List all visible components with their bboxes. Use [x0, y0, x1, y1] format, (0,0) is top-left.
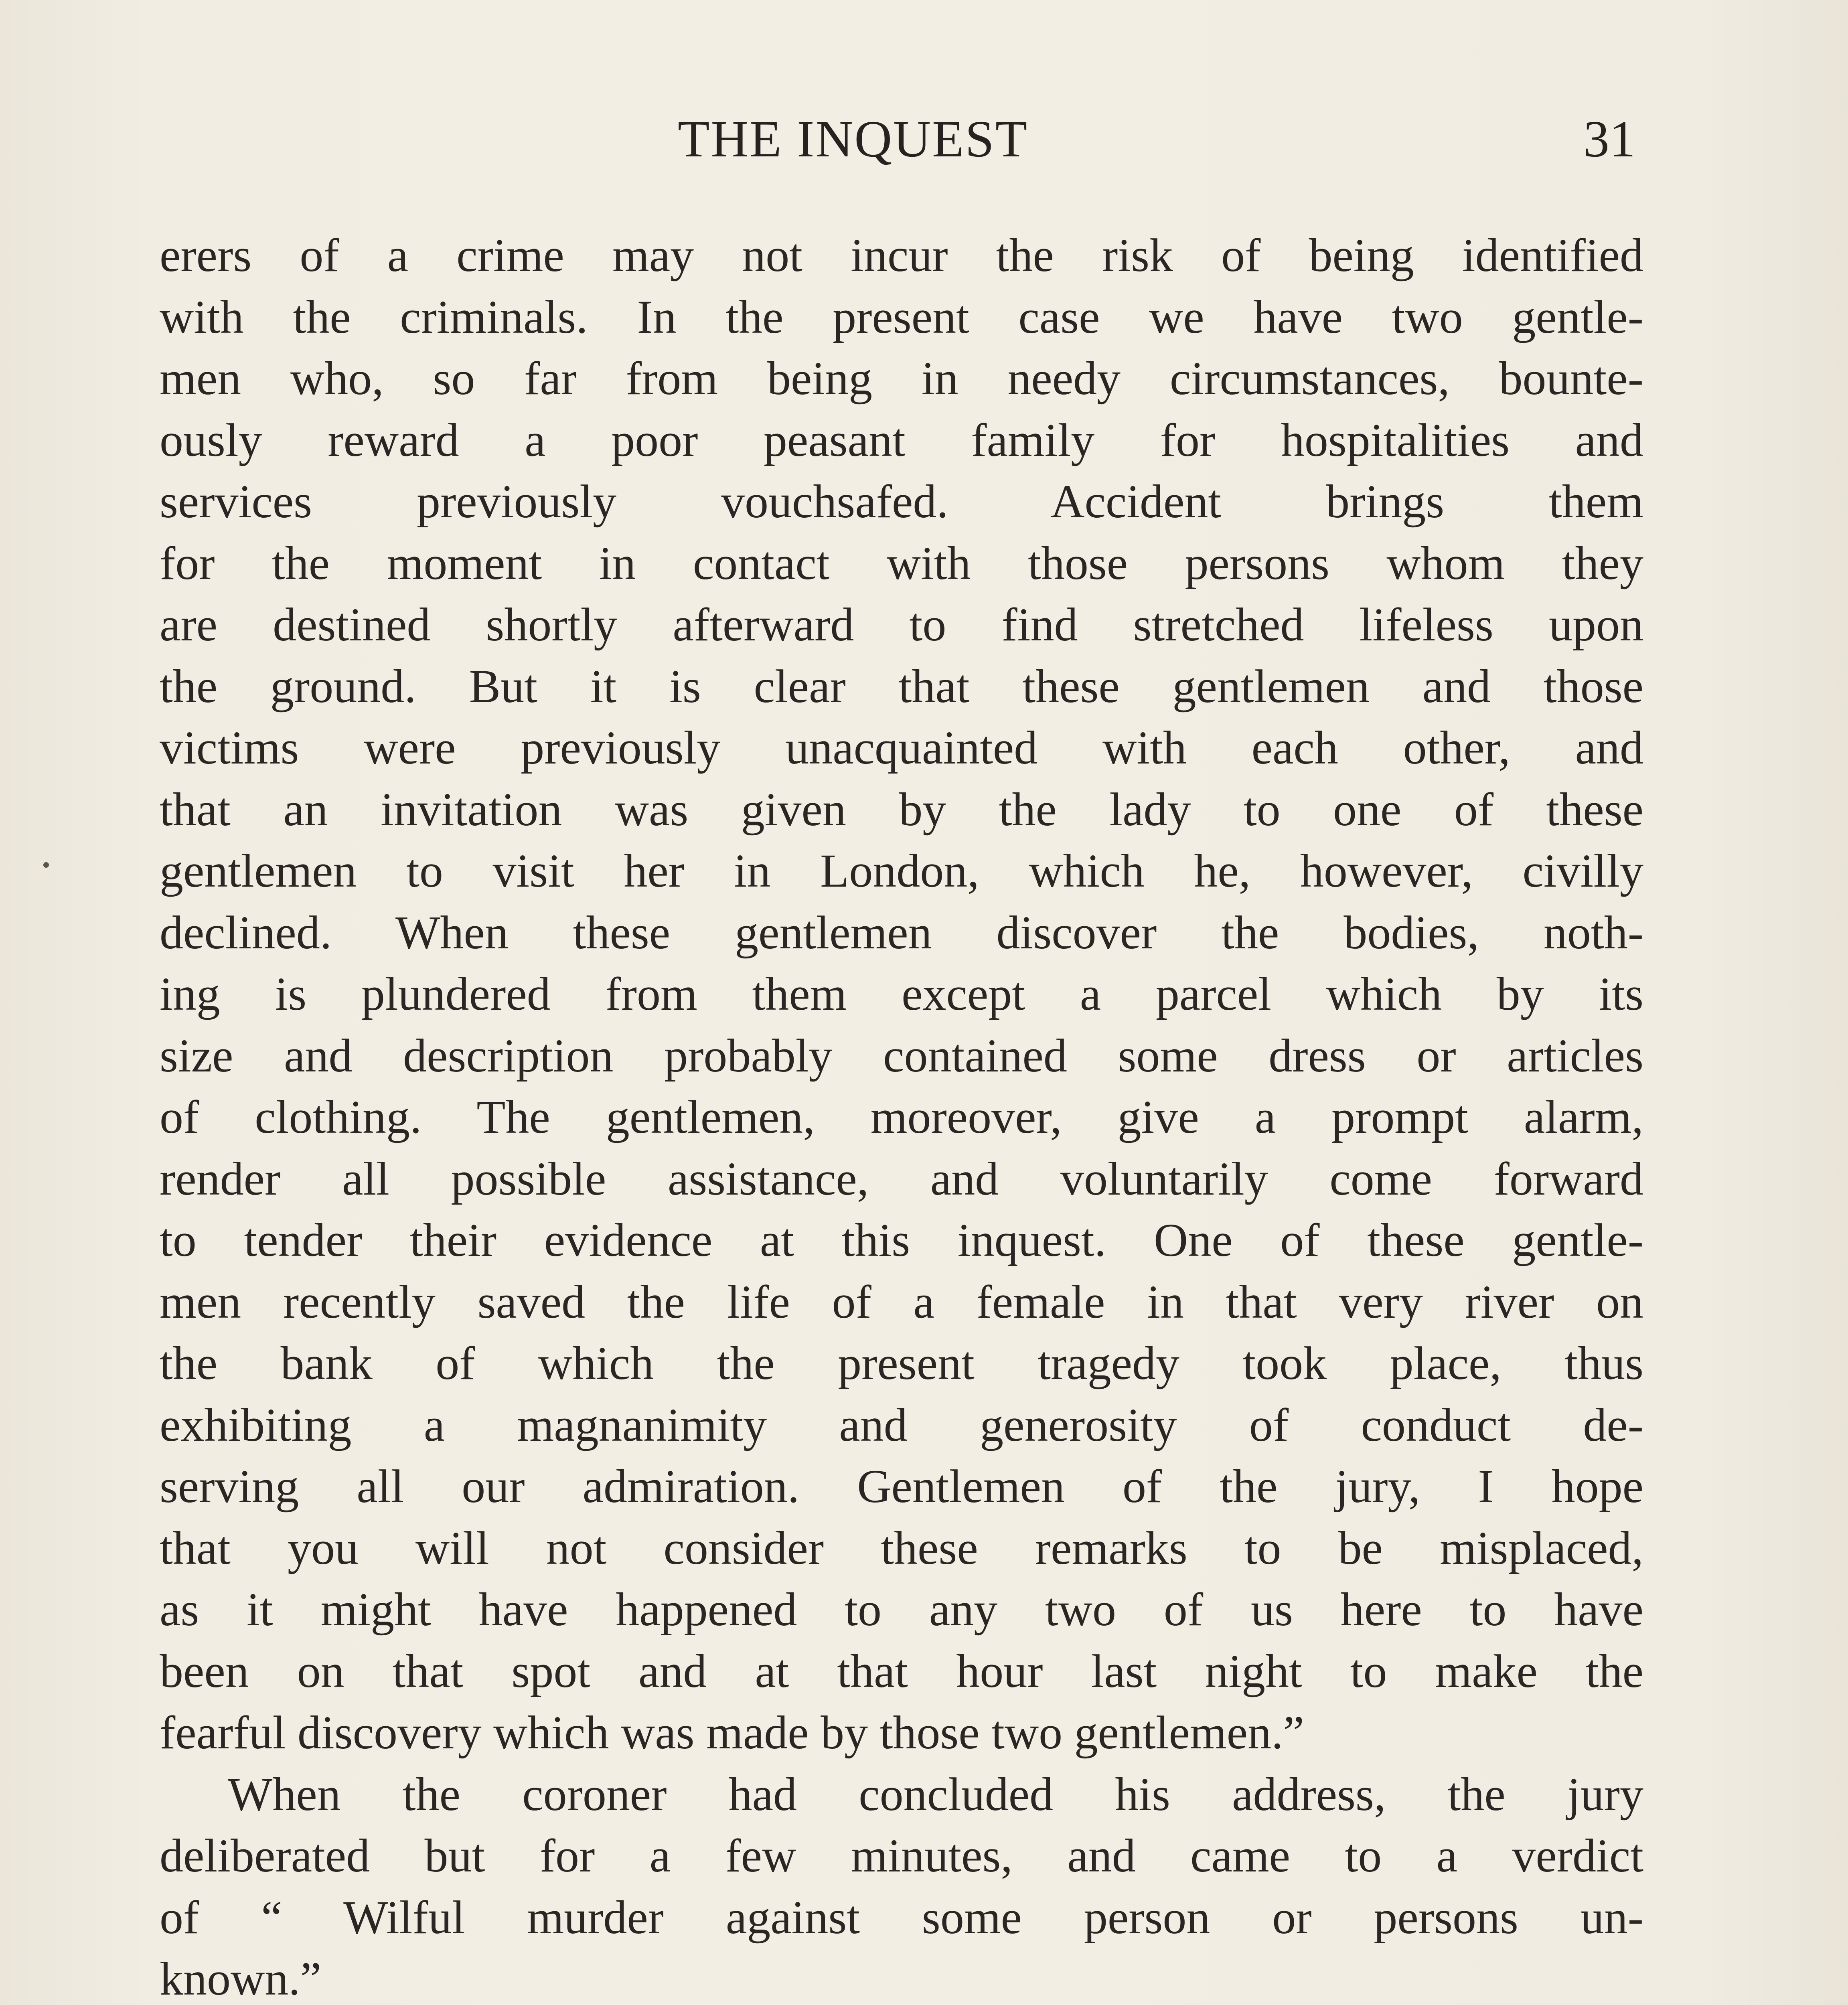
- text-line: for the moment in contact with those persons whom they: [160, 537, 1643, 589]
- text-line: erers of a crime may not incur the risk of being identified: [160, 229, 1643, 282]
- text-line: the ground. But it is clear that these gentlemen and those: [160, 660, 1643, 713]
- text-line: deliberated but for a few minutes, and came to a verdict: [160, 1829, 1643, 1882]
- text-line: declined. When these gentlemen discover the bodies, noth-: [160, 906, 1643, 959]
- page-number: 31: [1583, 110, 1635, 168]
- text-line: services previously vouchsafed. Accident brings them: [160, 475, 1643, 528]
- body-text: [160, 225, 1643, 2005]
- text-line: known.”: [160, 1952, 322, 2005]
- text-line: with the criminals. In the present case we have two gentle-: [160, 290, 1643, 343]
- text-line: serving all our admiration. Gentlemen of the jury, I hope: [160, 1460, 1643, 1513]
- text-line: to tender their evidence at this inquest. One of these gentle-: [160, 1214, 1643, 1266]
- text-line: that you will not consider these remarks to be misplaced,: [160, 1521, 1643, 1574]
- text-line: size and description probably contained some dress or articles: [160, 1029, 1643, 1082]
- running-head: THE INQUEST: [678, 110, 1029, 168]
- text-line: of “ Wilful murder against some person or persons un-: [160, 1891, 1643, 1944]
- text-line: exhibiting a magnanimity and generosity of conduct de-: [160, 1398, 1643, 1451]
- text-line: been on that spot and at that hour last night to make the: [160, 1645, 1643, 1697]
- text-line: that an invitation was given by the lady to one of these: [160, 783, 1643, 836]
- text-line: victims were previously unacquainted with each other, and: [160, 721, 1643, 774]
- text-line: render all possible assistance, and voluntarily come forward: [160, 1152, 1643, 1205]
- text-line: of clothing. The gentlemen, moreover, give a prompt alarm,: [160, 1091, 1643, 1143]
- text-line: the bank of which the present tragedy took place, thus: [160, 1337, 1643, 1389]
- text-line: gentlemen to visit her in London, which he, however, civilly: [160, 845, 1643, 897]
- text-line: as it might have happened to any two of us here to have: [160, 1583, 1643, 1636]
- text-line: men who, so far from being in needy circumstances, bounte-: [160, 352, 1643, 405]
- ink-speck: [43, 862, 49, 868]
- text-line: men recently saved the life of a female in that very river on: [160, 1275, 1643, 1328]
- text-line: ously reward a poor peasant family for hospitalities and: [160, 413, 1643, 466]
- page-header: [0, 109, 1848, 189]
- text-line: When the coroner had concluded his address, the jury: [228, 1768, 1643, 1821]
- text-line: fearful discovery which was made by those two gentlemen.”: [160, 1706, 1305, 1759]
- text-line: ing is plundered from them except a parcel which by its: [160, 968, 1643, 1020]
- text-line: are destined shortly afterward to find stretched lifeless upon: [160, 598, 1643, 651]
